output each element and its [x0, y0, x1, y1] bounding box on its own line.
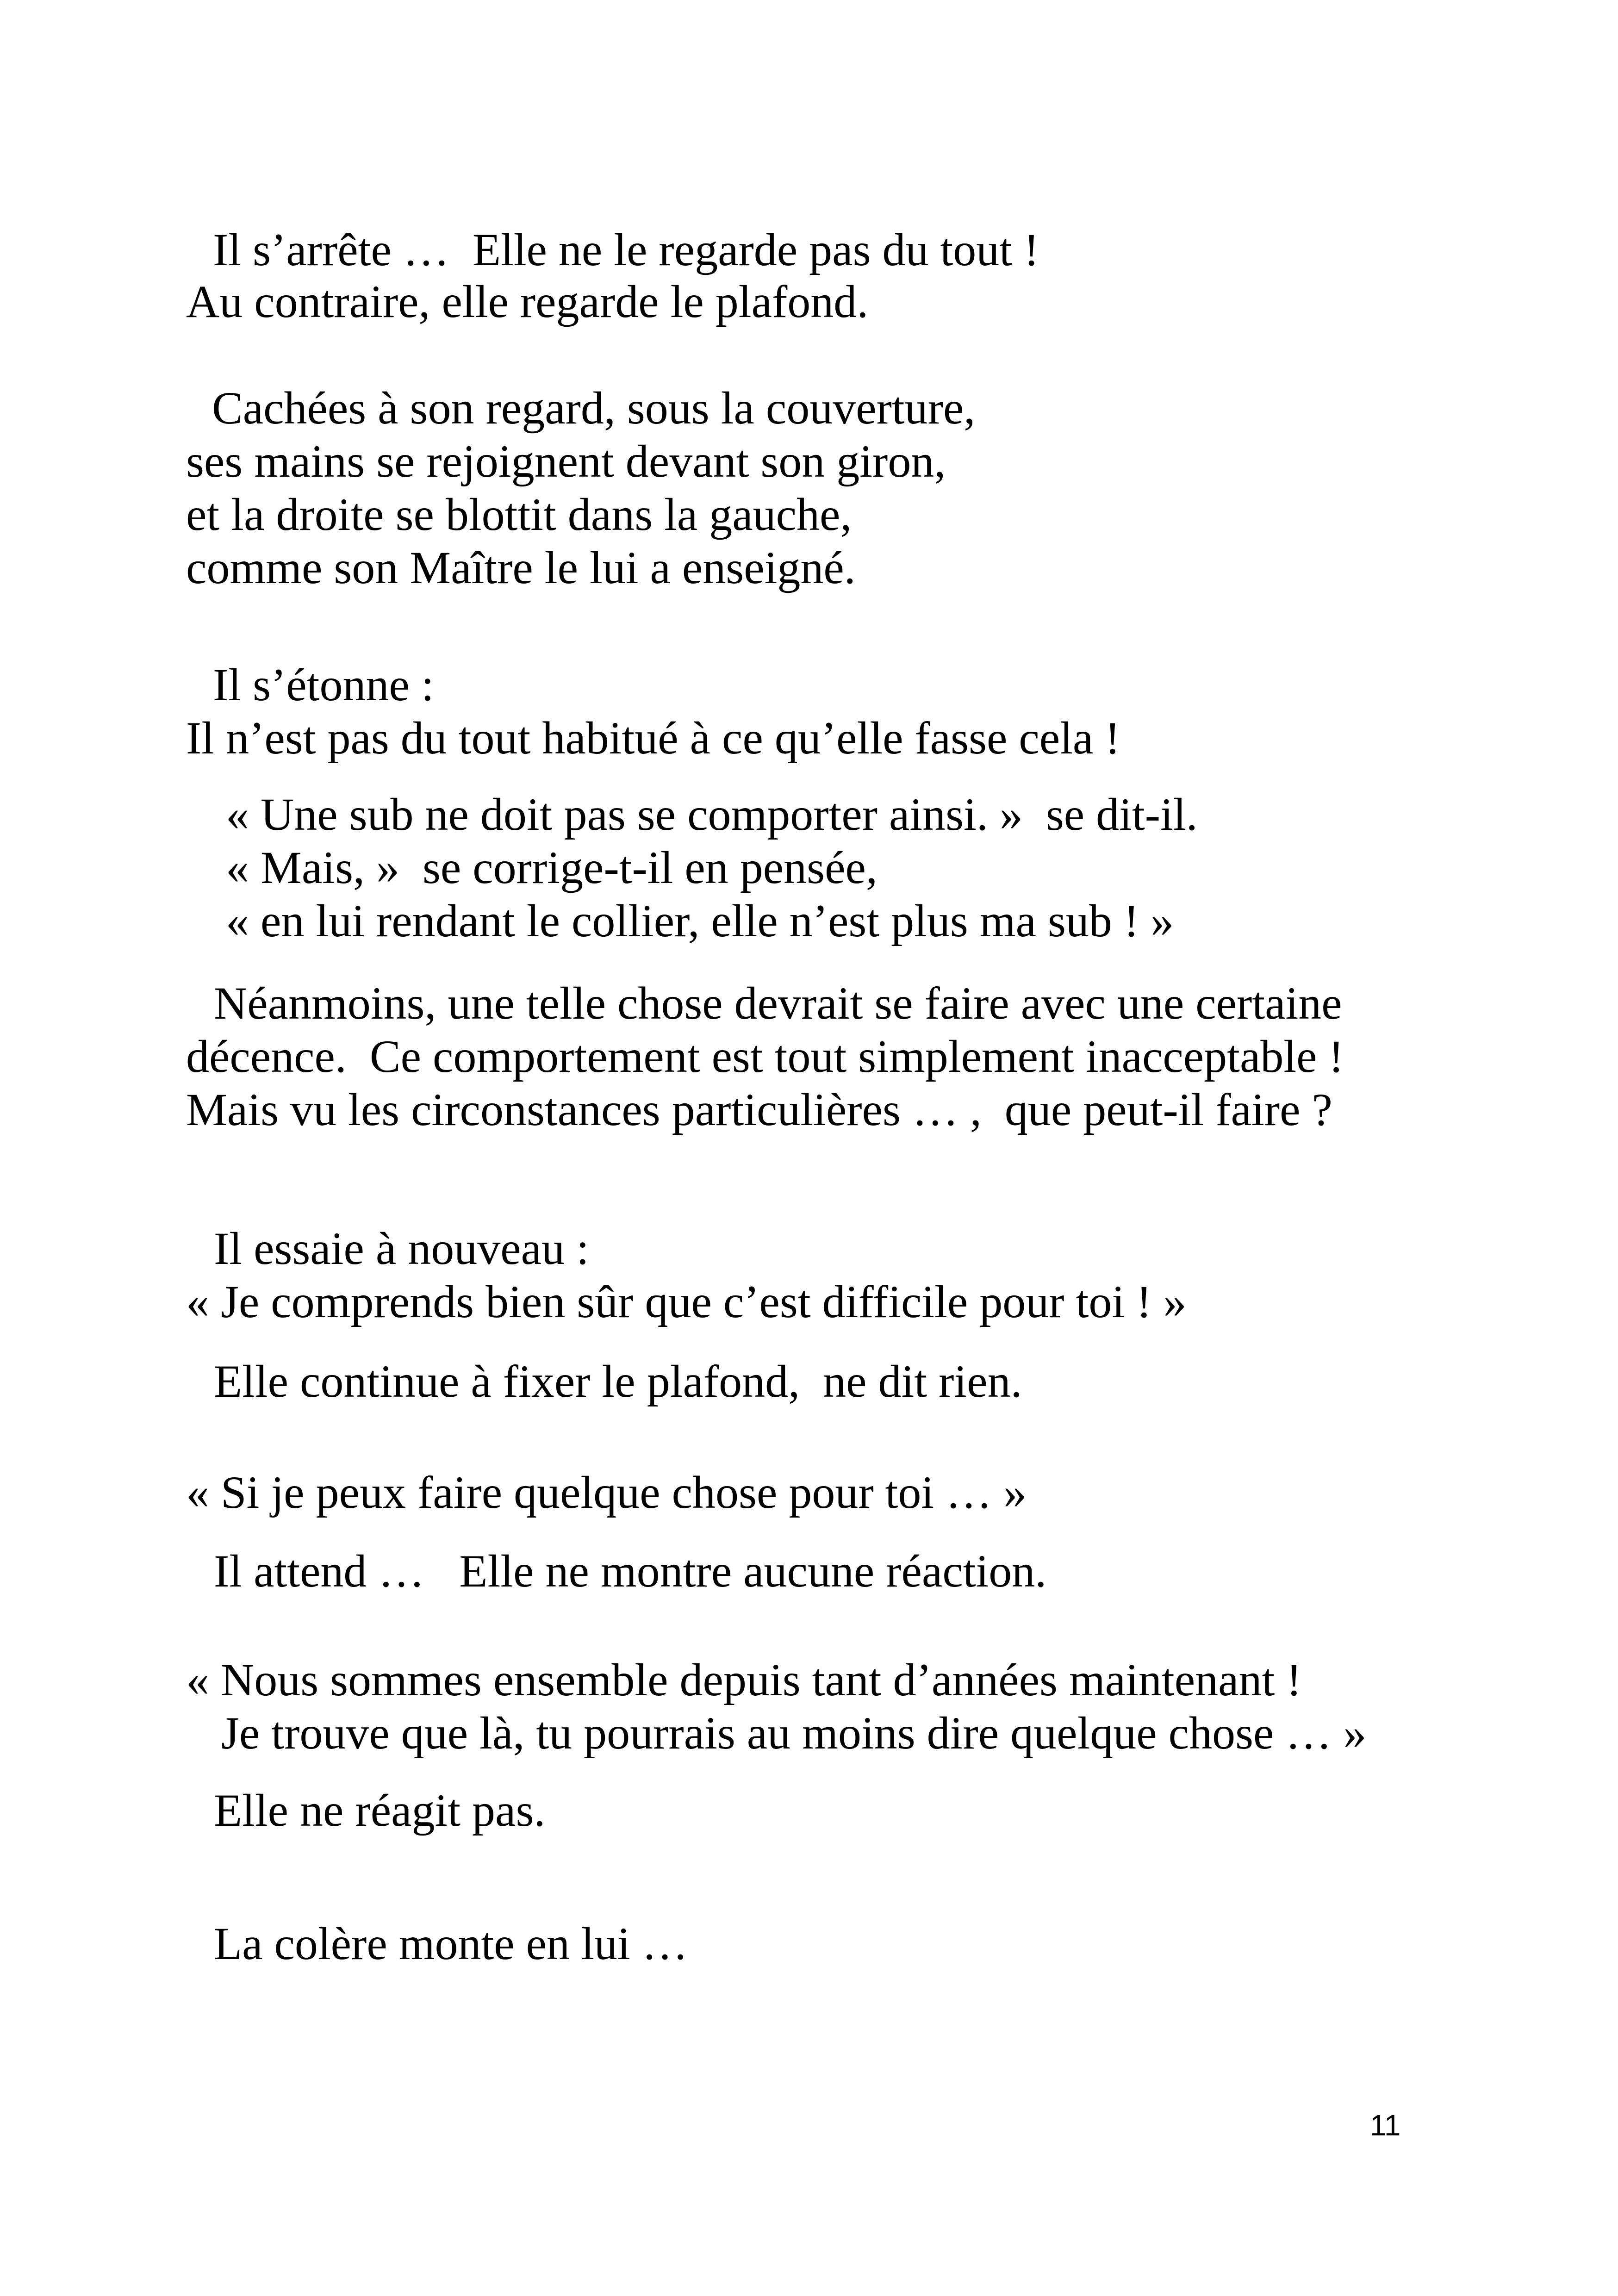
text-line: Il essaie à nouveau :: [214, 1223, 589, 1274]
text-line: Elle ne réagit pas.: [214, 1785, 546, 1836]
text-line: « Si je peux faire quelque chose pour toi … »: [186, 1467, 1027, 1518]
text-line: décence. Ce comportement est tout simplement inacceptable !: [186, 1031, 1344, 1082]
text-line: Il attend … Elle ne montre aucune réaction.: [214, 1545, 1047, 1597]
text-line: ses mains se rejoignent devant son giron,: [186, 436, 946, 487]
text-line: Il n’est pas du tout habitué à ce qu’elle fasse cela !: [186, 712, 1120, 764]
text-line: « en lui rendant le collier, elle n’est plus ma sub ! »: [226, 895, 1174, 946]
text-line: « Je comprends bien sûr que c’est difficile pour toi ! »: [186, 1276, 1187, 1327]
text-line: Au contraire, elle regarde le plafond.: [186, 276, 869, 327]
text-line: « Nous sommes ensemble depuis tant d’années maintenant !: [186, 1654, 1302, 1705]
text-line: « Mais, » se corrige-t-il en pensée,: [226, 842, 877, 893]
text-line: et la droite se blottit dans la gauche,: [186, 489, 852, 540]
text-line: « Une sub ne doit pas se comporter ainsi. » se dit-il.: [226, 789, 1198, 840]
page-number: 11: [1370, 2109, 1401, 2142]
text-line: Il s’arrête … Elle ne le regarde pas du tout !: [213, 224, 1039, 275]
text-line: Je trouve que là, tu pourrais au moins dire quelque chose … »: [221, 1707, 1367, 1759]
text-line: La colère monte en lui …: [214, 1918, 688, 1969]
text-line: Cachées à son regard, sous la couverture,: [212, 382, 976, 434]
text-line: Il s’étonne :: [213, 659, 434, 710]
text-line: Mais vu les circonstances particulières … , que peut-il faire ?: [186, 1084, 1332, 1135]
text-line: Elle continue à fixer le plafond, ne dit rien.: [214, 1356, 1022, 1407]
text-line: Néanmoins, une telle chose devrait se faire avec une certaine: [214, 977, 1342, 1029]
text-line: comme son Maître le lui a enseigné.: [186, 542, 856, 593]
